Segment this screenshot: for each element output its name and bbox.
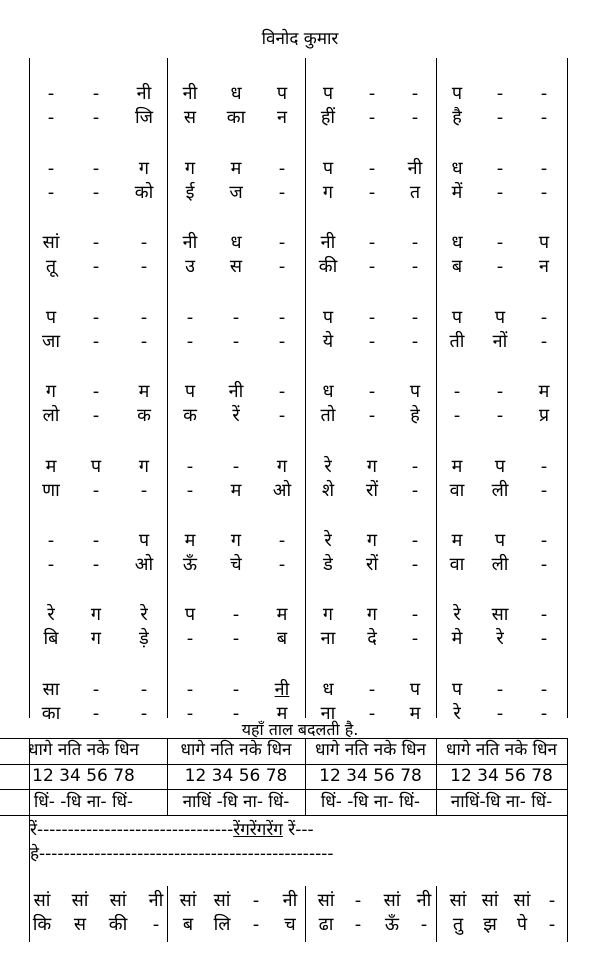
lyric-cell: क	[183, 405, 197, 426]
taal-bols-cell: धागे नति नके धिन	[180, 740, 292, 760]
swar-cell: म	[138, 381, 150, 402]
lyric-cell: म	[409, 703, 421, 724]
lyric-cell: -	[232, 703, 240, 724]
lyric-cell: -	[411, 331, 419, 352]
taal-counts-cell: 12 34 56 78	[319, 766, 422, 786]
swar-cell: सां	[42, 232, 60, 253]
melisma-line-2	[30, 843, 333, 865]
lyric-cell: ड़े	[139, 628, 149, 649]
lyric-cell: -	[278, 182, 286, 203]
swar-cell: नी	[182, 232, 198, 253]
swar-cell: प	[276, 83, 288, 104]
lyric-cell: मे	[451, 628, 463, 649]
lyric-cell: -	[232, 331, 240, 352]
lyric-cell: की	[318, 256, 338, 277]
swar-cell: ग	[90, 604, 102, 625]
lyric-cell: ऊँ	[182, 554, 198, 575]
lyric-cell: -	[232, 628, 240, 649]
lyric-cell: -	[140, 480, 148, 501]
swar-cell: प	[494, 307, 506, 328]
lyric-cell: -	[411, 107, 419, 128]
swar-cell: -	[92, 158, 100, 179]
swar-cell: रे	[140, 604, 148, 625]
lyric-cell: स	[73, 914, 87, 935]
swar-cell: सां	[213, 890, 231, 911]
swar-cell: -	[140, 307, 148, 328]
swar-cell: -	[496, 83, 504, 104]
lyric-cell: में	[451, 182, 463, 203]
lyric-cell: ई	[185, 182, 195, 203]
swar-cell: -	[278, 307, 286, 328]
swar-cell: ध	[322, 381, 334, 402]
lyric-cell: -	[92, 182, 100, 203]
swar-cell: -	[186, 307, 194, 328]
lyric-cell: नों	[492, 331, 508, 352]
swar-cell: -	[232, 679, 240, 700]
lyric-cell: -	[354, 914, 362, 935]
taal-counts-cell: 12 34 56 78	[184, 766, 288, 786]
swar-cell: ग	[184, 158, 196, 179]
swar-cell: -	[540, 307, 548, 328]
swar-cell: ग	[366, 456, 378, 477]
swar-cell: सां	[383, 890, 401, 911]
lyric-cell: ग	[322, 182, 334, 203]
swar-cell: नी	[407, 158, 423, 179]
lyric-cell: -	[186, 480, 194, 501]
swar-cell: रे	[324, 530, 332, 551]
lyric-cell: -	[368, 331, 376, 352]
swar-cell: -	[186, 679, 194, 700]
lyric-cell: -	[278, 554, 286, 575]
lyric-cell: की	[108, 914, 128, 935]
lyric-cell: -	[368, 405, 376, 426]
swar-cell: म	[230, 158, 242, 179]
lyric-cell: रें	[232, 405, 240, 426]
swar-cell: नी	[136, 83, 152, 104]
table-border	[0, 815, 568, 816]
taal-theka-cell: नाधिं -धि ना- धिं-	[182, 792, 290, 812]
swar-cell: रे	[453, 604, 461, 625]
lyric-cell: -	[548, 914, 556, 935]
swar-cell: प	[451, 679, 463, 700]
lyric-cell: ओ	[134, 554, 154, 575]
lyric-cell: वा	[449, 554, 465, 575]
swar-cell: ग	[138, 158, 150, 179]
lyric-cell: ग	[90, 628, 102, 649]
lyric-cell: -	[368, 182, 376, 203]
swar-cell: ग	[230, 530, 242, 551]
swar-cell: -	[368, 83, 376, 104]
swar-cell: म	[451, 530, 463, 551]
lyric-cell: ज	[229, 182, 243, 203]
lyric-cell: -	[186, 331, 194, 352]
melisma-start: रें	[30, 820, 37, 840]
lyric-cell: झ	[483, 914, 497, 935]
swar-cell: -	[540, 456, 548, 477]
swar-cell: प	[409, 381, 421, 402]
swar-cell: ध	[322, 679, 334, 700]
lyric-cell: ली	[491, 480, 509, 501]
swar-cell: -	[278, 158, 286, 179]
swar-cell: -	[92, 530, 100, 551]
lyric-cell: म	[230, 480, 242, 501]
swar-cell: -	[540, 83, 548, 104]
swar-cell: सां	[513, 890, 531, 911]
taal-bols-cell: धागे नति नके धिन	[446, 740, 557, 760]
lyric-cell: -	[278, 405, 286, 426]
lyric-cell: -	[411, 628, 419, 649]
lyric-cell: ब	[182, 914, 194, 935]
lyric-cell: रों	[365, 480, 379, 501]
swar-cell: -	[278, 232, 286, 253]
taal-theka-cell: नाधिं-धि ना- धिं-	[450, 792, 553, 812]
swar-cell: ग	[276, 456, 288, 477]
swar-cell: ग	[138, 456, 150, 477]
lyric-cell: ना	[320, 703, 336, 724]
swar-cell: सां	[449, 890, 467, 911]
swar-cell: -	[186, 456, 194, 477]
swar-cell: -	[496, 158, 504, 179]
swar-cell: प	[322, 83, 334, 104]
lyric-cell: -	[140, 331, 148, 352]
lyric-cell: णा	[42, 480, 60, 501]
swar-cell: नी	[320, 232, 336, 253]
lyric-cell: -	[496, 405, 504, 426]
lyric-cell: म	[276, 703, 288, 724]
swar-cell: -	[47, 158, 55, 179]
swar-cell: प	[494, 456, 506, 477]
swar-cell: प	[322, 158, 334, 179]
swar-cell: -	[47, 83, 55, 104]
swar-cell: -	[368, 381, 376, 402]
swar-cell: -	[354, 890, 362, 911]
swar-cell: प	[409, 679, 421, 700]
lyric-cell: ब	[276, 628, 288, 649]
lyric-cell: बि	[43, 628, 59, 649]
swar-cell: -	[411, 456, 419, 477]
swar-cell: -	[92, 381, 100, 402]
swar-cell: सां	[481, 890, 499, 911]
lyric-cell: -	[496, 182, 504, 203]
lyric-cell: रों	[365, 554, 379, 575]
lyric-cell: ना	[320, 628, 336, 649]
swar-cell: -	[232, 307, 240, 328]
lyric-cell: न	[277, 107, 287, 128]
lyric-cell: -	[140, 256, 148, 277]
swar-cell: -	[496, 679, 504, 700]
lyric-cell: हीं	[320, 107, 336, 128]
lyric-cell: प्र	[538, 405, 550, 426]
lyric-cell: ब	[451, 256, 463, 277]
lyric-cell: तू	[45, 256, 57, 277]
swar-cell: प	[494, 530, 506, 551]
swar-cell: -	[540, 158, 548, 179]
swar-cell: -	[140, 679, 148, 700]
lyric-cell: -	[540, 107, 548, 128]
swar-cell: सां	[33, 890, 51, 911]
lyric-cell: ढा	[318, 914, 334, 935]
lyric-cell: -	[540, 703, 548, 724]
swar-cell: -	[496, 381, 504, 402]
swar-cell: प	[322, 307, 334, 328]
lyric-cell: स	[229, 256, 243, 277]
taal-bols-cell: धागे नति नके धिन	[28, 740, 139, 760]
swar-cell: ग	[322, 604, 334, 625]
lyric-cell: ती	[449, 331, 465, 352]
lyric-cell: -	[47, 107, 55, 128]
taal-theka-cell: धिं- -धि ना- धिं-	[33, 792, 134, 812]
swar-cell: सा	[42, 679, 60, 700]
melisma-end: रें---	[288, 820, 314, 840]
taal-change-note: यहाँ ताल बदलती है.	[241, 720, 359, 739]
lyric-cell: -	[47, 554, 55, 575]
melisma-group: रेंग	[249, 820, 267, 840]
lyric-cell: ये	[322, 331, 334, 352]
lyric-cell: -	[92, 331, 100, 352]
lyric-cell: त	[409, 182, 421, 203]
lyric-cell: -	[411, 480, 419, 501]
lyric-cell: का	[226, 107, 246, 128]
lyric-cell: पे	[516, 914, 528, 935]
lyric-cell: -	[453, 405, 461, 426]
lyric-cell: -	[540, 331, 548, 352]
swar-cell: -	[92, 232, 100, 253]
lyric-cell: तु	[452, 914, 464, 935]
lyric-cell: कि	[32, 914, 52, 935]
swar-cell: नी	[182, 83, 198, 104]
swar-cell: नी	[416, 890, 432, 911]
swar-cell: म	[45, 456, 57, 477]
swar-cell: -	[278, 381, 286, 402]
swar-cell: प	[184, 381, 196, 402]
swar-cell: प	[90, 456, 102, 477]
swar-cell: -	[232, 456, 240, 477]
lyric-cell: -	[92, 405, 100, 426]
lyric-cell: शे	[321, 480, 335, 501]
swar-cell: म	[538, 381, 550, 402]
swar-cell: नी	[282, 890, 298, 911]
melisma-line-1	[30, 819, 314, 841]
lyric-cell: -	[496, 256, 504, 277]
lyric-cell: लो	[42, 405, 60, 426]
swar-cell: -	[92, 679, 100, 700]
swar-cell: -	[540, 679, 548, 700]
swar-cell: सां	[109, 890, 127, 911]
lyric-cell: वा	[449, 480, 465, 501]
lyric-cell: क	[137, 405, 151, 426]
swar-cell: -	[411, 232, 419, 253]
swar-cell: म	[276, 604, 288, 625]
table-divider	[567, 738, 568, 815]
melisma-dashes: ------------------------------------------------	[39, 844, 334, 864]
taal-counts-cell: 12 34 56 78	[450, 766, 553, 786]
lyric-cell: -	[540, 182, 548, 203]
melisma-group: रेंग	[233, 820, 250, 840]
lyric-cell: -	[47, 182, 55, 203]
lyric-cell: उ	[185, 256, 195, 277]
lyric-cell: न	[539, 256, 549, 277]
lyric-cell: -	[278, 256, 286, 277]
lyric-cell: -	[368, 256, 376, 277]
melisma-dashes: --------------------------------	[36, 820, 234, 840]
lyric-cell: जा	[41, 331, 61, 352]
swar-cell: -	[368, 232, 376, 253]
swar-cell: -	[411, 604, 419, 625]
lyric-cell: -	[92, 107, 100, 128]
lyric-cell: -	[496, 107, 504, 128]
swar-cell: -	[232, 604, 240, 625]
swar-cell: -	[411, 83, 419, 104]
page-title: विनोद कुमार	[261, 29, 339, 49]
lyric-cell: -	[186, 703, 194, 724]
lyric-cell: है	[452, 107, 462, 128]
lyric-cell: तो	[320, 405, 336, 426]
swar-cell: प	[184, 604, 196, 625]
swar-cell: -	[411, 530, 419, 551]
swar-cell: सां	[179, 890, 197, 911]
lyric-cell: हे	[410, 405, 420, 426]
lyric-cell: -	[92, 703, 100, 724]
swar-cell: रे	[324, 456, 332, 477]
swar-cell: रे	[47, 604, 55, 625]
lyric-cell: -	[540, 628, 548, 649]
swar-cell: -	[368, 679, 376, 700]
swar-cell: ध	[451, 232, 463, 253]
lyric-cell: -	[92, 480, 100, 501]
melisma-group: रेंग	[266, 820, 283, 840]
lyric-cell: -	[186, 628, 194, 649]
lyric-cell: जि	[134, 107, 154, 128]
lyric-cell: ओ	[272, 480, 292, 501]
swar-cell: ध	[451, 158, 463, 179]
lyric-cell: ली	[491, 554, 509, 575]
lyric-cell: -	[496, 703, 504, 724]
lyric-cell: -	[411, 554, 419, 575]
taal-counts-cell: 12 34 56 78	[32, 766, 135, 786]
swar-cell: प	[451, 83, 463, 104]
swar-cell: ग	[45, 381, 57, 402]
lyric-cell: रे	[453, 703, 461, 724]
lyric-cell: -	[278, 331, 286, 352]
swar-cell: प	[138, 530, 150, 551]
swar-cell: ग	[366, 604, 378, 625]
lyric-cell: स	[183, 107, 197, 128]
swar-cell: प	[538, 232, 550, 253]
lyric-cell: -	[411, 256, 419, 277]
taal-theka-cell: धिं- -धि ना- धिं-	[320, 792, 421, 812]
swar-cell: म	[184, 530, 196, 551]
lyric-cell: -	[140, 703, 148, 724]
lyric-cell: -	[368, 703, 376, 724]
lyric-cell: का	[41, 703, 61, 724]
swar-cell: -	[453, 381, 461, 402]
lyric-cell: दे	[367, 628, 377, 649]
lyric-cell: चे	[230, 554, 242, 575]
table-border	[0, 789, 568, 790]
swar-cell: -	[368, 158, 376, 179]
swar-cell: प	[45, 307, 57, 328]
lyric-cell: -	[92, 554, 100, 575]
swar-cell: नी	[148, 890, 164, 911]
lyric-cell: डे	[323, 554, 333, 575]
lyric-cell: -	[540, 480, 548, 501]
lyric-cell: लि	[213, 914, 231, 935]
lyric-cell: -	[420, 914, 428, 935]
swar-cell: -	[140, 232, 148, 253]
swar-cell: -	[540, 604, 548, 625]
swar-cell: ध	[230, 83, 242, 104]
lyric-cell: रे	[496, 628, 504, 649]
lyric-cell: -	[368, 107, 376, 128]
lyric-cell: -	[92, 256, 100, 277]
swar-cell: म	[451, 456, 463, 477]
swar-cell: -	[411, 307, 419, 328]
lyric-cell: -	[252, 914, 260, 935]
swar-cell: ग	[366, 530, 378, 551]
swar-cell: नी	[274, 679, 290, 700]
swar-cell: नी	[228, 381, 244, 402]
swar-cell: -	[548, 890, 556, 911]
lyric-cell: -	[152, 914, 160, 935]
swar-cell: -	[278, 530, 286, 551]
swar-cell: -	[47, 530, 55, 551]
section-divider	[567, 815, 568, 870]
swar-cell: सा	[491, 604, 509, 625]
swar-cell: -	[496, 232, 504, 253]
swar-cell: प	[451, 307, 463, 328]
lyric-cell: -	[540, 554, 548, 575]
swar-cell: -	[92, 307, 100, 328]
swar-cell: -	[368, 307, 376, 328]
swar-cell: -	[252, 890, 260, 911]
melisma-start: हे	[30, 844, 40, 864]
swar-cell: -	[92, 83, 100, 104]
lyric-cell: को	[134, 182, 154, 203]
swar-cell: सां	[71, 890, 89, 911]
lyric-cell: ऊँ	[384, 914, 400, 935]
swar-cell: ध	[230, 232, 242, 253]
taal-bols-cell: धागे नति नके धिन	[315, 740, 426, 760]
swar-cell: -	[540, 530, 548, 551]
lyric-cell: च	[284, 914, 296, 935]
swar-cell: सां	[317, 890, 335, 911]
